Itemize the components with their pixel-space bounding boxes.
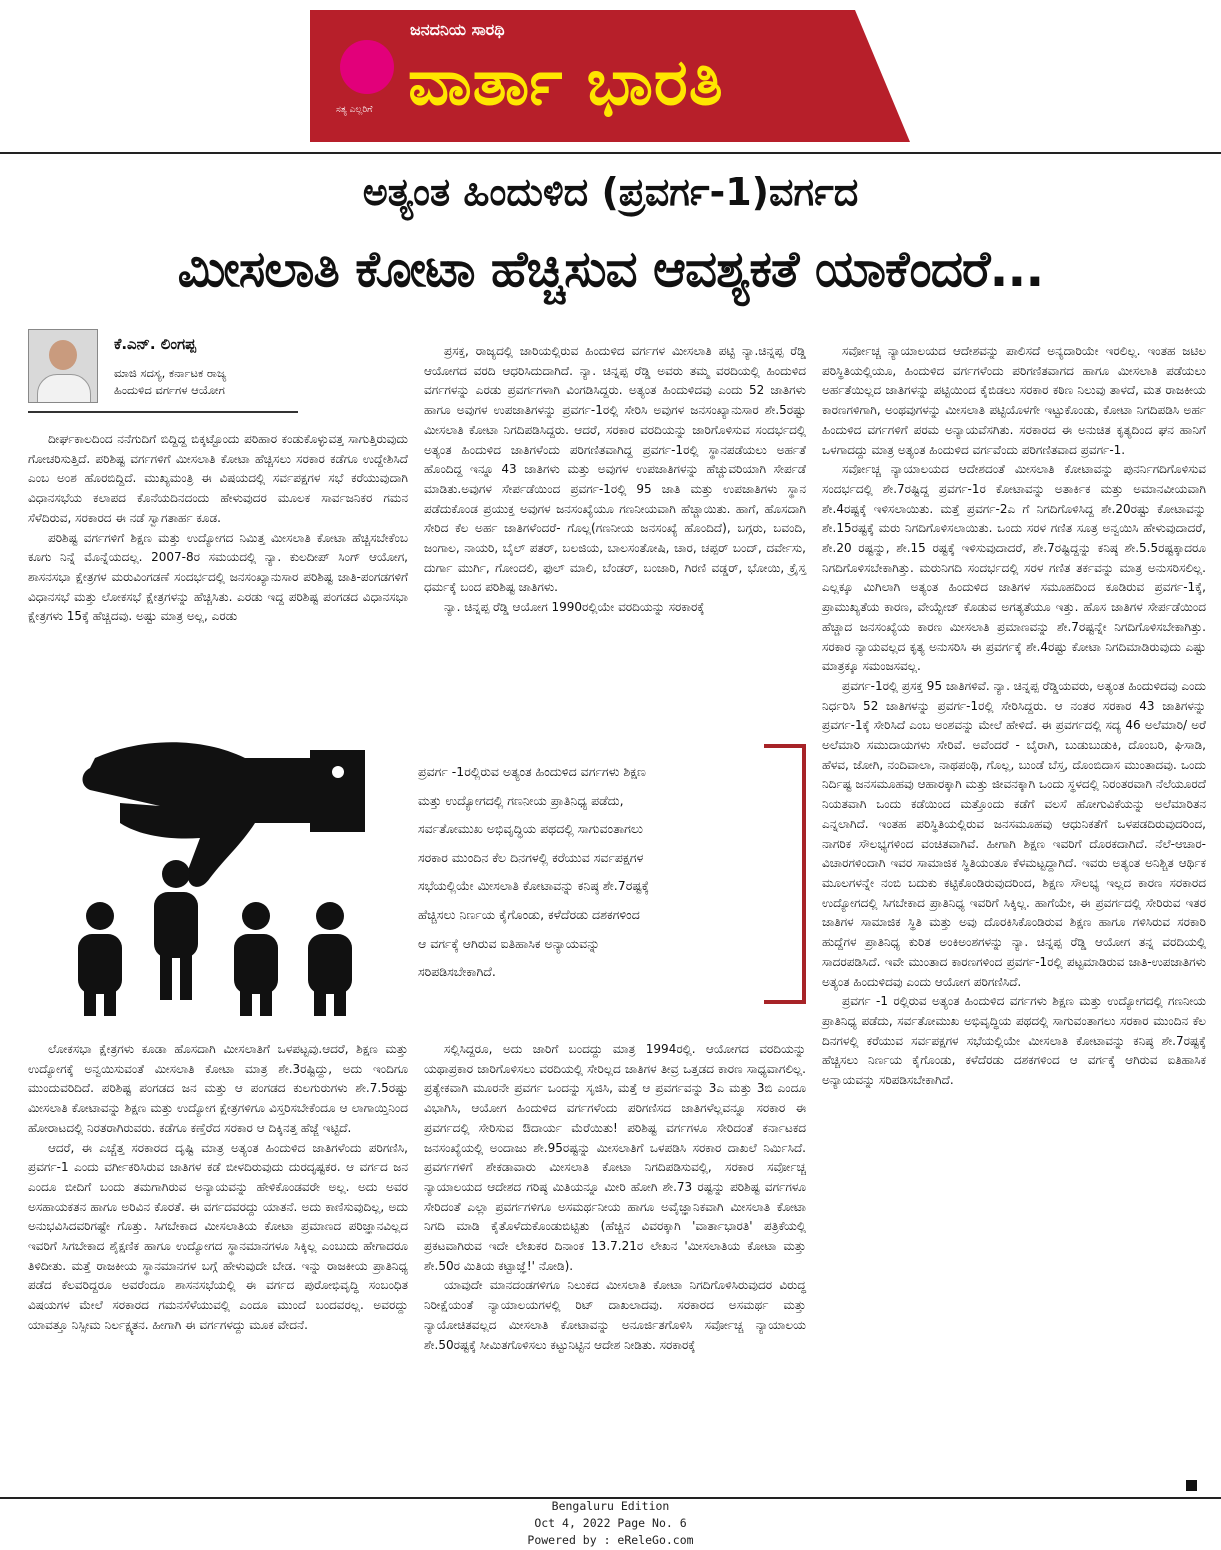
paragraph: ಪರಿಶಿಷ್ಟ ವರ್ಗಗಳಿಗೆ ಶಿಕ್ಷಣ ಮತ್ತು ಉದ್ಯೋಗದ ನಿಮಿತ್ತ ಮೀಸಲಾತಿ ಕೋಟಾ ಹೆಚ್ಚಿಸಬೇಕೆಂಬ ಕೂಗು ನಿನ್ನೆ ಮೊನ್ನೆಯದಲ್ಲ. 2007-8ರ ಸಮಯದಲ್ಲಿ ನ್ಯಾ. ಕುಲದೀಪ್ ಸಿಂಗ್ ಆಯೋಗ, ಶಾಸನಸಭಾ ಕ್ಷೇತ್ರಗಳ ಮರುವಿಂಗಡಣೆ ಸಂದರ್ಭದಲ್ಲಿ ಜನಸಂಖ್ಯಾನುಸಾರ ಪರಿಶಿಷ್ಟ ಜಾತಿ-ಪಂಗಡಗಳಿಗೆ ವಿಧಾನಸಭೆ ಮತ್ತು ಲೋಕಸಭೆ ಕ್ಷೇತ್ರಗಳನ್ನು ಹೆಚ್ಚಿಸಿತು. ಎರಡು ಇದ್ದ ಪರಿಶಿಷ್ಟ ಪಂಗಡದ ವಿಧಾನಸಭಾ ಕ್ಷೇತ್ರಗಳು 15ಕ್ಕೆ ಹೆಚ್ಚಿದವು. ಅಷ್ಟು ಮಾತ್ರ ಅಲ್ಲ, ಎರಡು (28, 530, 408, 624)
top-rule (0, 152, 1221, 154)
article-headline: ಮೀಸಲಾತಿ ಕೋಟಾ ಹೆಚ್ಚಿಸುವ ಆವಶ್ಯಕತೆ ಯಾಕೆಂದರೆ... (177, 240, 1044, 298)
pullquote (418, 758, 758, 987)
column-2-top (424, 342, 806, 618)
masthead-brand: ವಾರ್ತಾ ಭಾರತಿ (408, 46, 724, 120)
paragraph: ನ್ಯಾ. ಚಿನ್ನಪ್ಪ ರೆಡ್ಡಿ ಆಯೋಗ 1990ರಲ್ಲಿಯೇ ವರದಿಯನ್ನು ಸರಕಾರಕ್ಕೆ (444, 600, 705, 615)
article-kicker: ಅತ್ಯಂತ ಹಿಂದುಳಿದ (ಪ್ರವರ್ಗ-1)ವರ್ಗದ (362, 170, 859, 214)
paragraph: ಸಲ್ಲಿಸಿದ್ದರೂ, ಅದು ಜಾರಿಗೆ ಬಂದದ್ದು ಮಾತ್ರ 1994ರಲ್ಲಿ. ಆಯೋಗದ ವರದಿಯನ್ನು ಯಥಾಪ್ರಕಾರ ಜಾರಿಗೊಳಿಸಲು ವರದಿಯಲ್ಲಿ ಸೇರಿಲ್ಲದ ಜಾತಿಗಳ ತೀವ್ರ ಒತ್ತಡದ ಕಾರಣ ಸಾಧ್ಯವಾಗಲಿಲ್ಲ. ಪ್ರತ್ಯೇಕವಾಗಿ ಮೂರನೇ ಪ್ರವರ್ಗ ಒಂದನ್ನು ಸೃಜಿಸಿ, ಮತ್ತೆ ಆ ಪ್ರವರ್ಗವನ್ನು 3ಎ ಮತ್ತು 3ಬಿ ಎಂದೂ ವಿಭಾಗಿಸಿ, ಆಯೋಗ ಹಿಂದುಳಿದ ವರ್ಗಗಳೆಂದು ಪರಿಗಣಿಸದ ಜಾತಿಗಳೆಲ್ಲವನ್ನೂ ಸರಕಾರ ಈ ಪ್ರವರ್ಗದಲ್ಲಿ ಸೇರಿಸುವ ಔದಾರ್ಯ ಮೆರೆಯಿತು! ಪರಿಶಿಷ್ಟ ವರ್ಗಗಳೂ ಸೇರಿದಂತೆ ಕರ್ನಾಟಕದ ಜನಸಂಖ್ಯೆಯಲ್ಲಿ ಅಂದಾಜು ಶೇ.95ರಷ್ಟನ್ನು ಮೀಸಲಾತಿಗೆ ಒಳಪಡಿಸಿ ಸರಕಾರ ದಾಖಲೆ ನಿರ್ಮಿಸಿದೆ. ಪ್ರವರ್ಗಗಳಿಗೆ ಶೇಕಡಾವಾರು ಮೀಸಲಾತಿ ಕೋಟಾ ನಿಗದಿಪಡಿಸುವಲ್ಲಿ, ಸರಕಾರ ಸರ್ವೋಚ್ಚ ನ್ಯಾಯಾಲಯದ ಆದೇಶದ ಗರಿಷ್ಠ ಮಿತಿಯನ್ನೂ ಮೀರಿ ಹೋಗಿ ಶೇ.73 ರಷ್ಟನ್ನು ಪರಿಶಿಷ್ಟ ವರ್ಗಗಳೂ ಸೇರಿದಂತೆ ಎಲ್ಲಾ ಪ್ರವರ್ಗಗಳಿಗೂ ಅಸಮರ್ಥನೀಯ ಹಾಗೂ ಅವೈಜ್ಞಾನಿಕವಾಗಿ ಮೀಸಲಾತಿ ಕೋಟಾ ನಿಗದಿ ಮಾಡಿ ಕೈತೊಳೆದುಕೊಂಡುಬಿಟ್ಟಿತು (ಹೆಚ್ಚಿನ ವಿವರಕ್ಕಾಗಿ 'ವಾರ್ತಾಭಾರತಿ' ಪತ್ರಿಕೆಯಲ್ಲಿ ಪ್ರಕಟವಾಗಿರುವ ಇದೇ ಲೇಖಕರ ದಿನಾಂಕ 13.7.21ರ ಲೇಖನ 'ಮೀಸಲಾತಿಯ ಕೋಟಾ ಮತ್ತು ಶೇ.50ರ ಮಿತಿಯ ಕಟ್ಟಾಜ್ಞೆ!' ನೋಡಿ). (424, 1042, 806, 1273)
paragraph: ಯಾವುದೇ ಮಾನದಂಡಗಳಿಗೂ ನಿಲುಕದ ಮೀಸಲಾತಿ ಕೋಟಾ ನಿಗದಿಗೊಳಿಸಿರುವುದರ ವಿರುದ್ಧ ನಿರೀಕ್ಷೆಯಂತೆ ನ್ಯಾಯಾಲಯಗಳಲ್ಲಿ ರಿಟ್ ದಾಖಲಾದವು. ಸರಕಾರದ ಅಸಮರ್ಥ ಮತ್ತು ನ್ಯಾಯೋಚಿತವಲ್ಲದ ಮೀಸಲಾತಿ ಕೋಟಾವನ್ನು ಅನೂರ್ಜಿತಗೊಳಿಸಿ ಸರ್ವೋಚ್ಚ ನ್ಯಾಯಾಲಯ ಶೇ.50ರಷ್ಟಕ್ಕೆ ಸೀಮಿತಗೊಳಿಸಲು ಕಟ್ಟುನಿಟ್ಟಿನ ಆದೇಶ ನೀಡಿತು. ಸರಕಾರಕ್ಕೆ (424, 1278, 806, 1352)
paragraph: ಪ್ರಸಕ್ತ, ರಾಜ್ಯದಲ್ಲಿ ಜಾರಿಯಲ್ಲಿರುವ ಹಿಂದುಳಿದ ವರ್ಗಗಳ ಮೀಸಲಾತಿ ಪಟ್ಟಿ ನ್ಯಾ.ಚಿನ್ನಪ್ಪ ರೆಡ್ಡಿ ಆಯೋಗದ ವರದಿ ಆಧರಿಸಿದುದಾಗಿದೆ. ನ್ಯಾ. ಚಿನ್ನಪ್ಪ ರೆಡ್ಡಿ ಅವರು ತಮ್ಮ ವರದಿಯಲ್ಲಿ ಹಿಂದುಳಿದ ವರ್ಗಗಳನ್ನು ಎರಡು ಪ್ರವರ್ಗಗಳಾಗಿ ವಿಂಗಡಿಸಿದ್ದರು. ಅತ್ಯಂತ ಹಿಂದುಳಿದವು ಎಂದು 52 ಜಾತಿಗಳು ಹಾಗೂ ಅವುಗಳ ಉಪಜಾತಿಗಳನ್ನು ಪ್ರವರ್ಗ-1ರಲ್ಲಿ ಸೇರಿಸಿ ಅವುಗಳ ಜನಸಂಖ್ಯಾನುಸಾರ ಶೇ.5ರಷ್ಟು ಮೀಸಲಾತಿ ಕೋಟಾ ನಿಗದಿಪಡಿಸಿದ್ದರು. ಆದರೆ, ಸರಕಾರ ವರದಿಯನ್ನು ಜಾರಿಗೊಳಿಸುವ ಸಂದರ್ಭದಲ್ಲಿ ಅತ್ಯಂತ ಹಿಂದುಳಿದ ಜಾತಿಗಳೆಂದು ಪರಿಗಣಿತವಾಗಿದ್ದ ಪ್ರವರ್ಗ-1ರಲ್ಲಿ ಸ್ಥಾನಪಡೆಯಲು ಅರ್ಹತೆ ಹೊಂದಿದ್ದ ಇನ್ನೂ 43 ಜಾತಿಗಳು ಮತ್ತು ಅವುಗಳ ಉಪಜಾತಿಗಳನ್ನು ಹೆಚ್ಚುವರಿಯಾಗಿ ಸೇರ್ಪಡೆ ಮಾಡಿತು.ಅವುಗಳ ಸೇರ್ಪಡೆಯಿಂದ ಪ್ರವರ್ಗ-1ರಲ್ಲಿ 95 ಜಾತಿ ಮತ್ತು ಉಪಜಾತಿಗಳು ಸ್ಥಾನ ಪಡೆದುಕೊಂಡ ಪ್ರಯುಕ್ತ ಅವುಗಳ ಜನಸಂಖ್ಯೆಯೂ ಗಣನೀಯವಾಗಿ ಹೆಚ್ಚಾಯಿತು. ಹಾಗೆ, ಹೊಸದಾಗಿ ಸೇರಿದ ಕೆಲ ಅರ್ಹ ಜಾತಿಗಳೆಂದರೆ- ಗೊಲ್ಲ(ಗಣನೀಯ ಜನಸಂಖ್ಯೆ ಹೊಂದಿದೆ), ಬಗ್ಗರು, ಬವಂದಿ, ಜಂಗಾಲ, ನಾಯರಿ, ಬೈಲ್ ಪತರ್, ಬಲಜಿಯ, ಬಾಲಸಂತೋಷಿ, ಚಾರ, ಚಪ್ಪರ್ ಬಂದ್, ದರ್ವೇಸು, ದುರ್ಗಾ ಮುರ್ಗಿ, ಗೋಂದಲಿ, ಫುಲ್ ಮಾಲಿ, ಬೆಂಡರ್, ಬಂಜಾರಿ, ಗಿರಣಿ ವಡ್ಡರ್, ಭೋಯಿ, ಕ್ರೈಸ್ತ ಧರ್ಮಕ್ಕೆ ಬಂದ ಪರಿಶಿಷ್ಟ ಜಾತಿಗಳು. (424, 344, 806, 595)
masthead-tagline: ಜನದನಿಯ ಸಾರಥಿ (410, 20, 505, 39)
pullquote-line: ಸರಿಪಡಿಸಬೇಕಾಗಿದೆ. (418, 964, 496, 980)
author-role-line-1: ಮಾಜಿ ಸದಸ್ಯ, ಕರ್ನಾಟಕ ರಾಜ್ಯ (114, 366, 227, 380)
column-2-bottom (424, 1040, 806, 1355)
pullquote-bracket (764, 744, 806, 1004)
author-role-line-2: ಹಿಂದುಳಿದ ವರ್ಗಗಳ ಆಯೋಗ (114, 383, 225, 397)
footer-edition: Bengaluru Edition (551, 1499, 670, 1513)
pullquote-line: ಆ ವರ್ಗಕ್ಕೆ ಆಗಿರುವ ಐತಿಹಾಸಿಕ ಅನ್ಯಾಯವನ್ನು (418, 935, 600, 951)
author-role (114, 365, 298, 399)
pullquote-line: ಮತ್ತು ಉದ್ಯೋಗದಲ್ಲಿ ಗಣನೀಯ ಪ್ರಾತಿನಿಧ್ಯ ಪಡೆದು, (418, 792, 624, 808)
logo-globe-icon (340, 40, 394, 94)
paragraph: ಪ್ರವರ್ಗ-1ರಲ್ಲಿ ಪ್ರಸಕ್ತ 95 ಜಾತಿಗಳಿವೆ. ನ್ಯಾ. ಚಿನ್ನಪ್ಪ ರೆಡ್ಡಿಯವರು, ಅತ್ಯಂತ ಹಿಂದುಳಿದವು ಎಂದು ನಿರ್ಧರಿಸಿ 52 ಜಾತಿಗಳನ್ನು ಪ್ರವರ್ಗ-1ರಲ್ಲಿ ಸೇರಿಸಿದ್ದರು. ಆ ನಂತರ ಸರಕಾರ 43 ಜಾತಿಗಳನ್ನು ಪ್ರವರ್ಗ-1ಕ್ಕೆ ಸೇರಿಸಿದೆ ಎಂಬ ಅಂಶವನ್ನು ಮೇಲೆ ಹೇಳಿದೆ. ಈ ಪ್ರವರ್ಗದಲ್ಲಿ ಸದ್ಯ 46 ಅಲೆಮಾರಿ/ ಅರೆ ಅಲೆಮಾರಿ ಸಮುದಾಯಗಳು ಸೇರಿವೆ. ಅವೆಂದರೆ - ಬೈರಾಗಿ, ಬುಡುಬುಡುಕಿ, ದೊಂಬರಿ, ಘಿಸಾಡಿ, ಹೆಳವ, ಜೋಗಿ, ನಂದಿವಾಲಾ, ನಾಥಪಂಥಿ, ಗೊಲ್ಲ, ಬುಂಡೆ ಬೆಸ್ತ, ದೊಂಬಿದಾಸ ಮುಂತಾದವು. ಒಂದು ನಿರ್ದಿಷ್ಟ ಜನಸಮೂಹವು ಆಹಾರಕ್ಕಾಗಿ ಮತ್ತು ಜೀವನಕ್ಕಾಗಿ ಒಂದು ಸ್ಥಳದಲ್ಲಿ ನಿರಂತರವಾಗಿ ನೆಲೆಯೂರದೆ ನಿಯತವಾಗಿ ಒಂದು ಕಡೆಯಿಂದ ಮತ್ತೊಂದು ಕಡೆಗೆ ವಲಸೆ ಹೋಗುವಿಕೆಯನ್ನು ಅಲೆಮಾರಿತನ ಎನ್ನಲಾಗಿದೆ. ಇಂತಹ ಪರಿಸ್ಥಿತಿಯಲ್ಲಿರುವ ಜನಸಮೂಹವು ಆಧುನಿಕತೆಗೆ ಒಳಪಡದಿರುವುದರಿಂದ, ನಾಗರಿಕ ಸೌಲಭ್ಯಗಳಿಂದ ವಂಚಿತವಾಗಿವೆ. ಹೀಗಾಗಿ ಶಿಕ್ಷಣ ಇವರಿಗೆ ದೊರಕದಾಗಿದೆ. ನೆಲೆ-ಆಚಾರ-ವಿಚಾರಗಳಿಂದಾಗಿ ಇವರ ಸಾಮಾಜಿಕ ಸ್ಥಿತಿಯಂತೂ ಕೆಳಮಟ್ಟದ್ದಾಗಿದೆ. ಇವರು ಅತ್ಯಂತ ಅನಿಶ್ಚಿತ ಆರ್ಥಿಕ ಮೂಲಗಳನ್ನೇ ನಂಬಿ ಬದುಕು ಕಟ್ಟಿಕೊಂಡಿರುವುದರಿಂದ, ಶಿಕ್ಷಣ ಸೌಲಭ್ಯ ಇಲ್ಲದ ಕಾರಣ ಸರಕಾರದ ಉದ್ಯೋಗದಲ್ಲಿ ಸಿಗಬೇಕಾದ ಪ್ರಾತಿನಿಧ್ಯ ಇವರಿಗೆ ಸಿಕ್ಕಿಲ್ಲ. ಹಾಗೆಯೇ, ಈ ಪ್ರವರ್ಗದಲ್ಲಿ ಸೇರಿರುವ ಇತರ ಜಾತಿಗಳ ಸಾಮಾಜಿಕ ಸ್ಥಿತಿ ಮತ್ತು ಅವು ದೊರಕಿಸಿಕೊಂಡಿರುವ ಶಿಕ್ಷಣ ಹಾಗೂ ಗಳಿಸಿರುವ ಸರಕಾರಿ ಹುದ್ದೆಗಳ ಪ್ರಾತಿನಿಧ್ಯ ಕುರಿತ ಅಂಕಿಅಂಶಗಳನ್ನು ನ್ಯಾ. ಚಿನ್ನಪ್ಪ ರೆಡ್ಡಿ ಆಯೋಗ ತನ್ನ ವರದಿಯಲ್ಲಿ ಸಾದರಪಡಿಸಿದೆ. ಇವೇ ಮುಂತಾದ ಕಾರಣಗಳಿಂದ ಪ್ರವರ್ಗ-1ರಲ್ಲಿ ಪಟ್ಟಮಾಡಿರುವ ಜಾತಿ-ಉಪಜಾತಿಗಳು ಅತ್ಯಂತ ಹಿಂದುಳಿದವು ಎಂದು ಆಯೋಗ ಪರಿಗಣಿಸಿದೆ. (822, 678, 1206, 989)
column-1-bottom (28, 1040, 408, 1336)
column-3 (822, 342, 1206, 1091)
author-box (28, 327, 298, 413)
author-photo (28, 329, 98, 403)
paragraph: ಸರ್ವೋಚ್ಚ ನ್ಯಾಯಾಲಯದ ಆದೇಶವನ್ನು ಪಾಲಿಸದೆ ಅನ್ಯದಾರಿಯೇ ಇರಲಿಲ್ಲ. ಇಂತಹ ಜಟಿಲ ಪರಿಸ್ಥಿತಿಯಲ್ಲಿಯೂ, ಹಿಂದುಳಿದ ವರ್ಗಗಳೆಂದು ಪರಿಗಣಿತವಾಗದ ಹಾಗೂ ಮೀಸಲಾತಿ ಪಡೆಯಲು ಅರ್ಹತೆಯಿಲ್ಲದ ಜಾತಿಗಳನ್ನು ಪಟ್ಟಿಯಿಂದ ಕೈಬಿಡಲು ಸರಕಾರ ಕಠಿಣ ನಿಲುವು ತಾಳದೆ, ಮತ ರಾಜಕೀಯ ಕಾರಣಗಳಿಗಾಗಿ, ಅಂಥವುಗಳನ್ನು ಮೀಸಲಾತಿ ಪಟ್ಟಿಯೊಳಗೇ ಇಟ್ಟುಕೊಂಡು, ಕೋಟಾ ನಿಗದಿಪಡಿಸಿ ಅರ್ಹ ಹಿಂದುಳಿದ ವರ್ಗಗಳಿಗೆ ಪರಮ ಅನ್ಯಾಯವೆಸಗಿತು. ಸರಕಾರದ ಈ ಅನುಚಿತ ಕೃತ್ಯದಿಂದ ಘನ ಹಾನಿಗೆ ಒಳಗಾದದ್ದು ಮಾತ್ರ ಅತ್ಯಂತ ಹಿಂದುಳಿದ ವರ್ಗವೆಂದು ಪರಿಗಣಿತವಾದ ಪ್ರವರ್ಗ-1. (822, 344, 1206, 457)
end-mark (1186, 1480, 1197, 1491)
footer-powered-by[interactable]: Powered by : eReleGo.com (527, 1533, 694, 1547)
hand-and-people-illustration (60, 728, 370, 1018)
page-footer (0, 1498, 1221, 1549)
pullquote-line: ಸರಕಾರ ಮುಂದಿನ ಕೆಲ ದಿನಗಳಲ್ಲಿ ಕರೆಯುವ ಸರ್ವಪಕ್ಷಗಳ (418, 849, 644, 865)
author-name: ಕೆ.ಎನ್. ಲಿಂಗಪ್ಪ (114, 335, 196, 353)
paragraph: ಆದರೆ, ಈ ಎಚ್ಚೆತ್ತ ಸರಕಾರದ ದೃಷ್ಟಿ ಮಾತ್ರ ಅತ್ಯಂತ ಹಿಂದುಳಿದ ಜಾತಿಗಳೆಂದು ಪರಿಗಣಿಸಿ, ಪ್ರವರ್ಗ-1 ಎಂದು ವರ್ಗೀಕರಿಸಿರುವ ಜಾತಿಗಳ ಕಡೆ ಬೀಳದಿರುವುದು ದುರದೃಷ್ಟಕರ. ಆ ವರ್ಗದ ಜನ ಎಂದೂ ಬೀದಿಗೆ ಬಂದು ತಮಗಾಗಿರುವ ಅನ್ಯಾಯವನ್ನು ಹೇಳಿಕೊಂಡವರೇ ಅಲ್ಲ. ಅದು ಅವರ ಅಸಹಾಯಕತನ ಹಾಗೂ ಅರಿವಿನ ಕೊರತೆ. ಈ ವರ್ಗದವರದ್ದು ಯಾತನೆ. ಅದು ಕಾಣಿಸುವುದಿಲ್ಲ, ಅದು ಅನುಭವಿಸಿದವರಿಗಷ್ಟೇ ಗೊತ್ತು. ಸಿಗಬೇಕಾದ ಮೀಸಲಾತಿಯ ಕೋಟಾ ಪ್ರಮಾಣದ ಪರಿಜ್ಞಾನವಿಲ್ಲದ ಇವರಿಗೆ ಸಿಗಬೇಕಾದ ಶೈಕ್ಷಣಿಕ ಹಾಗೂ ಉದ್ಯೋಗದ ಸ್ಥಾನಮಾನಗಳೂ ಸಿಕ್ಕಿಲ್ಲ ಎಂಬುದು ಹೇಗಾದರೂ ತಿಳಿದೀತು. ಮತ್ತೆ ರಾಜಕೀಯ ಸ್ಥಾನಮಾನಗಳ ಬಗ್ಗೆ ಹೇಳುವುದೇ ಬೇಡ. ಇನ್ನು ರಾಜಕೀಯ ಪ್ರಾತಿನಿಧ್ಯ ಪಡೆದ ಕೆಲವರಿದ್ದರೂ ಅವರೆಂದೂ ಶಾಸನಸಭೆಯಲ್ಲಿ ಈ ವರ್ಗದ ಪುರೋಭಿವೃದ್ಧಿ ಸಂಬಂಧಿತ ವಿಷಯಗಳ ಮೇಲೆ ಸರಕಾರದ ಗಮನಸೆಳೆಯುವಲ್ಲಿ ಎಂದೂ ಮುಂದೆ ಬಂದವರಲ್ಲ. ಅವರದ್ದು ಯಾವತ್ತೂ ನಿಸ್ಸೀಮ ನಿರ್ಲಕ್ಷ್ಯತನ. ಹೀಗಾಗಿ ಈ ವರ್ಗಗಳದ್ದು ಮೂಕ ವೇದನೆ. (28, 1140, 408, 1332)
paragraph: ಲೋಕಸಭಾ ಕ್ಷೇತ್ರಗಳು ಕೂಡಾ ಹೊಸದಾಗಿ ಮೀಸಲಾತಿಗೆ ಒಳಪಟ್ಟವು.ಆದರೆ, ಶಿಕ್ಷಣ ಮತ್ತು ಉದ್ಯೋಗಕ್ಕೆ ಅನ್ವಯಿಸುವಂತೆ ಮೀಸಲಾತಿ ಕೋಟಾ ಮಾತ್ರ ಶೇ.3ರಷ್ಟಿದ್ದು, ಅದು ಇಂದಿಗೂ ಮುಂದುವರಿದಿದೆ. ಪರಿಶಿಷ್ಟ ಪಂಗಡದ ಜನ ಮತ್ತು ಆ ಪಂಗಡದ ಕುಲಗುರುಗಳು ಶೇ.7.5ರಷ್ಟು ಮೀಸಲಾತಿ ಕೋಟಾವನ್ನು ಶಿಕ್ಷಣ ಮತ್ತು ಉದ್ಯೋಗ ಕ್ಷೇತ್ರಗಳಿಗೂ ವಿಸ್ತರಿಸಬೇಕೆಂದೂ ಆ ಲಾಗಾಯ್ತಿನಿಂದ ಹೋರಾಟದಲ್ಲಿ ನಿರತರಾಗಿರುವರು. ಕಡೆಗೂ ಕಣ್ತೆರೆದ ಸರಕಾರ ಆ ದಿಕ್ಕಿನತ್ತ ಹೆಜ್ಜೆ ಇಟ್ಟಿದೆ. (28, 1042, 408, 1135)
pullquote-line: ಸರ್ವತೋಮುಖ ಅಭಿವೃದ್ಧಿಯ ಪಥದಲ್ಲಿ ಸಾಗುವಂತಾಗಲು (418, 821, 643, 837)
pullquote-line: ಪ್ರವರ್ಗ -1ರಲ್ಲಿರುವ ಅತ್ಯಂತ ಹಿಂದುಳಿದ ವರ್ಗಗಳು ಶಿಕ್ಷಣ (418, 764, 646, 779)
paragraph: ಸರ್ವೋಚ್ಚ ನ್ಯಾಯಾಲಯದ ಆದೇಶದಂತೆ ಮೀಸಲಾತಿ ಕೋಟಾವನ್ನು ಪುನರ್ನಿಗದಿಗೊಳಿಸುವ ಸಂದರ್ಭದಲ್ಲಿ ಶೇ.7ರಷ್ಟಿದ್ದ ಪ್ರವರ್ಗ-1ರ ಕೋಟಾವನ್ನು ಅತಾರ್ಕಿಕ ಮತ್ತು ಅಮಾನವೀಯವಾಗಿ ಶೇ.4ರಷ್ಟಕ್ಕೆ ಇಳಿಸಲಾಯಿತು. ಮತ್ತೆ ಪ್ರವರ್ಗ-2ಎ ಗೆ ನಿಗದಿಗೊಳಿಸಿದ್ದ ಶೇ.20ರಷ್ಟು ಕೋಟಾವನ್ನು ಶೇ.15ರಷ್ಟಕ್ಕೆ ಮರು ನಿಗದಿಗೊಳಿಸಲಾಯಿತು. ಒಂದು ಸರಳ ಗಣಿತ ಸೂತ್ರ ಅನ್ವಯಿಸಿ ಹೇಳುವುದಾದರೆ, ಶೇ.20 ರಷ್ಟನ್ನು, ಶೇ.15 ರಷ್ಟಕ್ಕೆ ಇಳಿಸುವುದಾದರೆ, ಶೇ.7ರಷ್ಟಿದ್ದನ್ನು ಕನಿಷ್ಠ ಶೇ.5.5ರಷ್ಟಕ್ಕಾದರೂ ನಿಗದಿಗೊಳಿಸಬೇಕಾಗಿತ್ತು. ಮರುನಿಗದಿ ಸಂದರ್ಭದಲ್ಲಿ ಸರಳ ಗಣಿತ ತರ್ಕವನ್ನು ಮಾತ್ರ ಅನುಸರಿಸಲಿಲ್ಲ. ಎಲ್ಲಕ್ಕೂ ಮಿಗಿಲಾಗಿ ಅತ್ಯಂತ ಹಿಂದುಳಿದ ಜಾತಿಗಳ ಸಮೂಹದಿಂದ ಕೂಡಿರುವ ಪ್ರವರ್ಗ-1ಕ್ಕೆ, ಪ್ರಾಮುಖ್ಯತೆಯ ಕಾರಣ, ವೇಯ್ಟೇಜ್ ಕೊಡುವ ಅಗತ್ಯತೆಯೂ ಇತ್ತು. ಹೊಸ ಜಾತಿಗಳ ಸೇರ್ಪಡೆಯಿಂದ ಹೆಚ್ಚಾದ ಜನಸಂಖ್ಯೆಯ ಕಾರಣ ಮೀಸಲಾತಿ ಪ್ರಮಾಣವನ್ನು ಶೇ.7ರಷ್ಟನ್ನೇ ನಿಗದಿಗೊಳಿಸಬೇಕಾಗಿತ್ತು. ಸರಕಾರ ನ್ಯಾಯವಲ್ಲದ ಕೃತ್ಯ ಅನುಸರಿಸಿ ಈ ಪ್ರವರ್ಗಕ್ಕೆ ಶೇ.4ರಷ್ಟು ಕೋಟಾ ನಿಗದಿಮಾಡಿರುವುದು ಎಷ್ಟು ಮಾತ್ರಕ್ಕೂ ಸಮಂಜಸವಲ್ಲ. (822, 462, 1206, 674)
pullquote-line: ಸಭೆಯಲ್ಲಿಯೇ ಮೀಸಲಾತಿ ಕೋಟಾವನ್ನು ಕನಿಷ್ಠ ಶೇ.7ರಷ್ಟಕ್ಕೆ (418, 878, 650, 894)
logo-text: ಸತ್ಯ ಎಲ್ಲರಿಗೆ (336, 105, 373, 115)
pullquote-line: ಹೆಚ್ಚಿಸಲು ನಿರ್ಣಯ ಕೈಗೊಂಡು, ಕಳೆದೆರಡು ದಶಕಗಳಿಂದ (418, 906, 640, 922)
paragraph: ಪ್ರವರ್ಗ -1 ರಲ್ಲಿರುವ ಅತ್ಯಂತ ಹಿಂದುಳಿದ ವರ್ಗಗಳು ಶಿಕ್ಷಣ ಮತ್ತು ಉದ್ಯೋಗದಲ್ಲಿ ಗಣನೀಯ ಪ್ರಾತಿನಿಧ್ಯ ಪಡೆದು, ಸರ್ವತೋಮುಖ ಅಭಿವೃದ್ಧಿಯ ಪಥದಲ್ಲಿ ಸಾಗುವಂತಾಗಲು ಸರಕಾರ ಮುಂದಿನ ಕೆಲ ದಿನಗಳಲ್ಲಿ ಕರೆಯುವ ಸರ್ವಪಕ್ಷಗಳ ಸಭೆಯಲ್ಲಿಯೇ ಮೀಸಲಾತಿ ಕೋಟಾವನ್ನು ಕನಿಷ್ಠ ಶೇ.7ರಷ್ಟಕ್ಕೆ ಹೆಚ್ಚಿಸಲು ನಿರ್ಣಯ ಕೈಗೊಂಡು, ಕಳೆದೆರಡು ದಶಕಗಳಿಂದ ಆ ವರ್ಗಕ್ಕೆ ಆಗಿರುವ ಐತಿಹಾಸಿಕ ಅನ್ಯಾಯವನ್ನು ಸರಿಪಡಿಸಬೇಕಾಗಿದೆ. (822, 994, 1206, 1088)
paragraph: ದೀರ್ಘಕಾಲದಿಂದ ನನೆಗುದಿಗೆ ಬಿದ್ದಿದ್ದ ಬಿಕ್ಕಟ್ಟೊಂದು ಪರಿಹಾರ ಕಂಡುಕೊಳ್ಳುವತ್ತ ಸಾಗುತ್ತಿರುವುದು ಗೋಚರಿಸುತ್ತಿದೆ. ಪರಿಶಿಷ್ಟ ವರ್ಗಗಳಿಗೆ ಮೀಸಲಾತಿ ಕೋಟಾ ಹೆಚ್ಚಿಸಲು ಸರಕಾರ ಕಡೆಗೂ ಉದ್ದೇಶಿಸಿದೆ ಎಂಬ ಅಂಶ ಹೊರಬಿದ್ದಿದೆ. ಮುಖ್ಯಮಂತ್ರಿ ಈ ವಿಷಯದಲ್ಲಿ ಸರ್ವಪಕ್ಷಗಳ ಸಭೆ ಕರೆಯುವುದಾಗಿ ವಿಧಾನಸಭೆಯ ಕಲಾಪದ ಕೊನೆಯದಿನದಂದು ಹೇಳುವುದರ ಮೂಲಕ ಸಾರ್ವಜನಿಕರ ಗಮನ ಸೆಳೆದಿರುವ, ಸರಕಾರದ ಈ ನಡೆ ಸ್ವಾಗತಾರ್ಹ ಕೂಡ. (28, 432, 408, 525)
footer-date-page: Oct 4, 2022 Page No. 6 (534, 1516, 687, 1530)
column-1-top (28, 430, 408, 627)
masthead (310, 10, 910, 142)
